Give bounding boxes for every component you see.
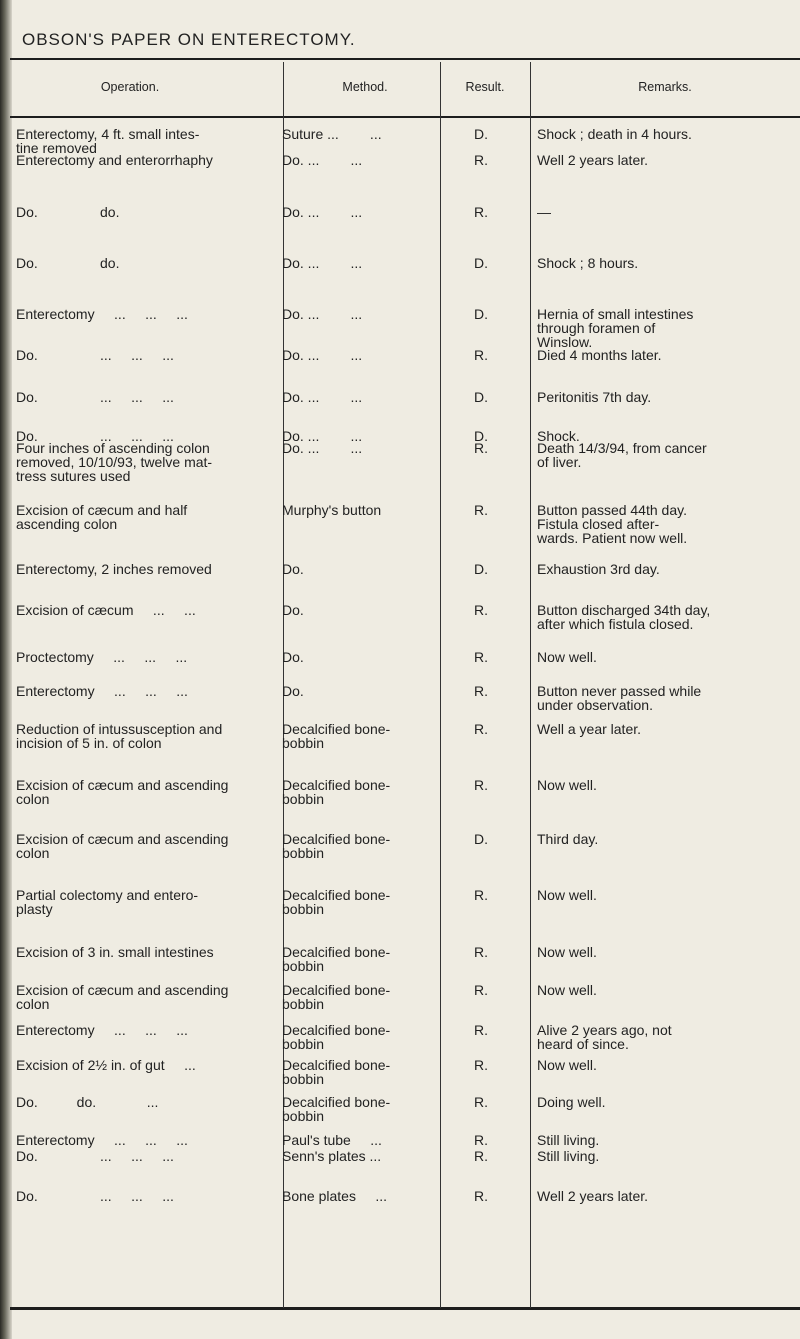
- cell-operation-row-10: Excision of cæcum and half ascending colon: [16, 502, 188, 532]
- cell-remarks-row-18: Now well.: [537, 887, 597, 903]
- binding-edge: [0, 0, 12, 1339]
- cell-result-row-26: R.: [474, 1188, 488, 1204]
- col-head-method: Method.: [342, 80, 388, 94]
- cell-method-row-22: Decalcified bone- bobbin: [282, 1057, 391, 1087]
- cell-remarks-row-8: Shock.: [537, 428, 580, 444]
- cell-operation-row-25: Do. ... ... ...: [16, 1148, 174, 1164]
- cell-remarks-row-23: Doing well.: [537, 1094, 606, 1110]
- cell-operation-row-5: Enterectomy ... ... ...: [16, 306, 188, 322]
- cell-remarks-row-5: Hernia of small intestines through foramen of Winslow.: [537, 306, 694, 350]
- cell-method-row-2: Do. ... ...: [282, 152, 363, 168]
- cell-remarks-row-21: Alive 2 years ago, not heard of since.: [537, 1022, 672, 1052]
- divider-remarks: [530, 62, 531, 1308]
- cell-result-row-14: R.: [474, 683, 488, 699]
- cell-operation-row-21: Enterectomy ... ... ...: [16, 1022, 188, 1038]
- cell-remarks-row-26: Well 2 years later.: [537, 1188, 649, 1204]
- bottom-rule: [10, 1307, 800, 1310]
- cell-remarks-row-14: Button never passed while under observation.: [537, 683, 702, 713]
- cell-method-row-6: Do. ... ...: [282, 347, 363, 363]
- cell-method-row-15: Decalcified bone- bobbin: [282, 721, 391, 751]
- cell-method-row-24: Paul's tube ...: [282, 1132, 382, 1148]
- cell-result-row-12: R.: [474, 602, 488, 618]
- cell-result-row-6: R.: [474, 347, 488, 363]
- cell-method-row-8: Do. ... ...: [282, 428, 363, 444]
- cell-method-row-13: Do.: [282, 649, 304, 665]
- cell-method-row-16: Decalcified bone- bobbin: [282, 777, 391, 807]
- cell-result-row-11: D.: [474, 561, 488, 577]
- cell-operation-row-24: Enterectomy ... ... ...: [16, 1132, 188, 1148]
- running-head: OBSON'S PAPER ON ENTERECTOMY.: [22, 30, 356, 49]
- cell-method-row-25: Senn's plates ...: [282, 1148, 382, 1164]
- cell-method-row-12: Do.: [282, 602, 304, 618]
- cell-method-row-7: Do. ... ...: [282, 389, 363, 405]
- cell-remarks-row-10: Button passed 44th day. Fistula closed after- wards. Patient now well.: [537, 502, 688, 546]
- cell-operation-row-19: Excision of 3 in. small intestines: [16, 944, 214, 960]
- cell-result-row-23: R.: [474, 1094, 488, 1110]
- cell-result-row-18: R.: [474, 887, 488, 903]
- cell-operation-row-16: Excision of cæcum and ascending colon: [16, 777, 229, 807]
- cell-remarks-row-16: Now well.: [537, 777, 597, 793]
- cell-operation-row-9: Four inches of ascending colon removed, 10/10/93, twelve mat- tress sutures used: [16, 440, 213, 484]
- cell-remarks-row-3: —: [537, 204, 551, 220]
- cell-method-row-20: Decalcified bone- bobbin: [282, 982, 391, 1012]
- cell-method-row-21: Decalcified bone- bobbin: [282, 1022, 391, 1052]
- cell-result-row-10: R.: [474, 502, 488, 518]
- cell-operation-row-8: Do. ... ... ...: [16, 428, 174, 444]
- cell-result-row-15: R.: [474, 721, 488, 737]
- cell-method-row-3: Do. ... ...: [282, 204, 363, 220]
- cell-operation-row-11: Enterectomy, 2 inches removed: [16, 561, 212, 577]
- cell-remarks-row-20: Now well.: [537, 982, 597, 998]
- cell-operation-row-6: Do. ... ... ...: [16, 347, 174, 363]
- cell-result-row-22: R.: [474, 1057, 488, 1073]
- cell-result-row-20: R.: [474, 982, 488, 998]
- cell-remarks-row-19: Now well.: [537, 944, 597, 960]
- cell-operation-row-3: Do. do.: [16, 204, 120, 220]
- cell-result-row-9: R.: [474, 440, 488, 456]
- cell-remarks-row-12: Button discharged 34th day, after which fistula closed.: [537, 602, 711, 632]
- cell-remarks-row-24: Still living.: [537, 1132, 600, 1148]
- col-head-remarks: Remarks.: [638, 80, 692, 94]
- cell-result-row-5: D.: [474, 306, 488, 322]
- cell-method-row-23: Decalcified bone- bobbin: [282, 1094, 391, 1124]
- cell-result-row-13: R.: [474, 649, 488, 665]
- cell-operation-row-20: Excision of cæcum and ascending colon: [16, 982, 229, 1012]
- cell-result-row-21: R.: [474, 1022, 488, 1038]
- cell-remarks-row-11: Exhaustion 3rd day.: [537, 561, 660, 577]
- cell-remarks-row-17: Third day.: [537, 831, 599, 847]
- cell-result-row-7: D.: [474, 389, 488, 405]
- cell-method-row-11: Do.: [282, 561, 304, 577]
- cell-result-row-17: D.: [474, 831, 488, 847]
- cell-remarks-row-1: Shock ; death in 4 hours.: [537, 126, 692, 142]
- cell-operation-row-22: Excision of 2½ in. of gut ...: [16, 1057, 196, 1073]
- cell-operation-row-12: Excision of cæcum ... ...: [16, 602, 196, 618]
- cell-method-row-10: Murphy's button: [282, 502, 382, 518]
- col-head-operation: Operation.: [100, 80, 160, 94]
- head-rule: [10, 116, 800, 118]
- cell-result-row-1: D.: [474, 126, 488, 142]
- cell-result-row-19: R.: [474, 944, 488, 960]
- cell-result-row-3: R.: [474, 204, 488, 220]
- cell-result-row-8: D.: [474, 428, 488, 444]
- cell-method-row-17: Decalcified bone- bobbin: [282, 831, 391, 861]
- cell-operation-row-23: Do. do. ...: [16, 1094, 159, 1110]
- cell-method-row-26: Bone plates ...: [282, 1188, 388, 1204]
- cell-operation-row-18: Partial colectomy and entero- plasty: [16, 887, 199, 917]
- cell-remarks-row-22: Now well.: [537, 1057, 597, 1073]
- cell-remarks-row-9: Death 14/3/94, from cancer of liver.: [537, 440, 707, 470]
- cell-method-row-18: Decalcified bone- bobbin: [282, 887, 391, 917]
- cell-remarks-row-6: Died 4 months later.: [537, 347, 662, 363]
- cell-method-row-14: Do.: [282, 683, 304, 699]
- cell-operation-row-26: Do. ... ... ...: [16, 1188, 174, 1204]
- cell-operation-row-1: Enterectomy, 4 ft. small intes- tine removed: [16, 126, 200, 156]
- cell-remarks-row-25: Still living.: [537, 1148, 600, 1164]
- cell-method-row-4: Do. ... ...: [282, 255, 363, 271]
- cell-method-row-9: Do. ... ...: [282, 440, 363, 456]
- cell-method-row-19: Decalcified bone- bobbin: [282, 944, 391, 974]
- cell-operation-row-2: Enterectomy and enterorrhaphy: [16, 152, 213, 168]
- col-head-result: Result.: [465, 80, 505, 94]
- cell-operation-row-17: Excision of cæcum and ascending colon: [16, 831, 229, 861]
- cell-result-row-16: R.: [474, 777, 488, 793]
- cell-remarks-row-13: Now well.: [537, 649, 597, 665]
- cell-method-row-1: Suture ... ...: [282, 126, 382, 142]
- cell-method-row-5: Do. ... ...: [282, 306, 363, 322]
- cell-remarks-row-15: Well a year later.: [537, 721, 642, 737]
- cell-operation-row-4: Do. do.: [16, 255, 120, 271]
- cell-remarks-row-4: Shock ; 8 hours.: [537, 255, 639, 271]
- cell-operation-row-14: Enterectomy ... ... ...: [16, 683, 188, 699]
- cell-remarks-row-7: Peritonitis 7th day.: [537, 389, 652, 405]
- cell-remarks-row-2: Well 2 years later.: [537, 152, 649, 168]
- cell-result-row-25: R.: [474, 1148, 488, 1164]
- cell-result-row-24: R.: [474, 1132, 488, 1148]
- cell-operation-row-7: Do. ... ... ...: [16, 389, 174, 405]
- cell-result-row-4: D.: [474, 255, 488, 271]
- cell-operation-row-13: Proctectomy ... ... ...: [16, 649, 188, 665]
- cell-result-row-2: R.: [474, 152, 488, 168]
- cell-operation-row-15: Reduction of intussusception and incision of 5 in. of colon: [16, 721, 223, 751]
- header-rule: [10, 58, 800, 60]
